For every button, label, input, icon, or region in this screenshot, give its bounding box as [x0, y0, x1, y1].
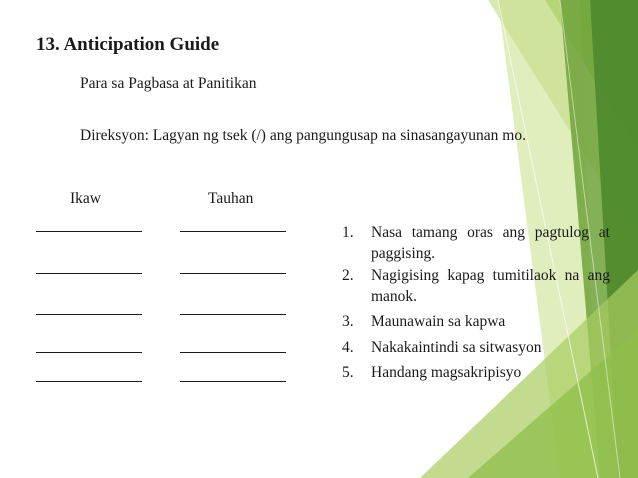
list-item-number: 1.	[342, 224, 354, 241]
column-header-ikaw: Ikaw	[70, 190, 101, 207]
ikaw-answer-line[interactable]	[36, 231, 142, 232]
list-item-text: Nakakaintindi sa sitwasyon	[371, 339, 542, 356]
tauhan-answer-line[interactable]	[180, 352, 286, 353]
list-item-text: Nagigising kapag tumitilaok na ang manok.	[371, 267, 610, 305]
ikaw-answer-line[interactable]	[36, 314, 142, 315]
list-item-number: 3.	[342, 313, 354, 330]
list-item-text: Handang magsakripisyo	[371, 364, 522, 381]
tauhan-answer-line[interactable]	[180, 273, 286, 274]
page-subtitle: Para sa Pagbasa at Panitikan	[80, 75, 257, 92]
list-item-number: 2.	[342, 267, 354, 284]
list-item-text: Nasa tamang oras ang pagtulog at paggising.	[371, 224, 610, 262]
directions-text: Direksyon: Lagyan ng tsek (/) ang pangungusap na sinasangayunan mo.	[80, 127, 526, 144]
list-item-number: 4.	[342, 339, 354, 356]
ikaw-answer-line[interactable]	[36, 381, 142, 382]
list-item-text: Maunawain sa kapwa	[371, 313, 506, 330]
tauhan-answer-line[interactable]	[180, 231, 286, 232]
column-header-tauhan: Tauhan	[208, 190, 254, 207]
ikaw-answer-line[interactable]	[36, 273, 142, 274]
ikaw-answer-line[interactable]	[36, 352, 142, 353]
page-title: 13. Anticipation Guide	[36, 34, 220, 55]
list-item-number: 5.	[342, 364, 354, 381]
tauhan-answer-line[interactable]	[180, 381, 286, 382]
tauhan-answer-line[interactable]	[180, 314, 286, 315]
